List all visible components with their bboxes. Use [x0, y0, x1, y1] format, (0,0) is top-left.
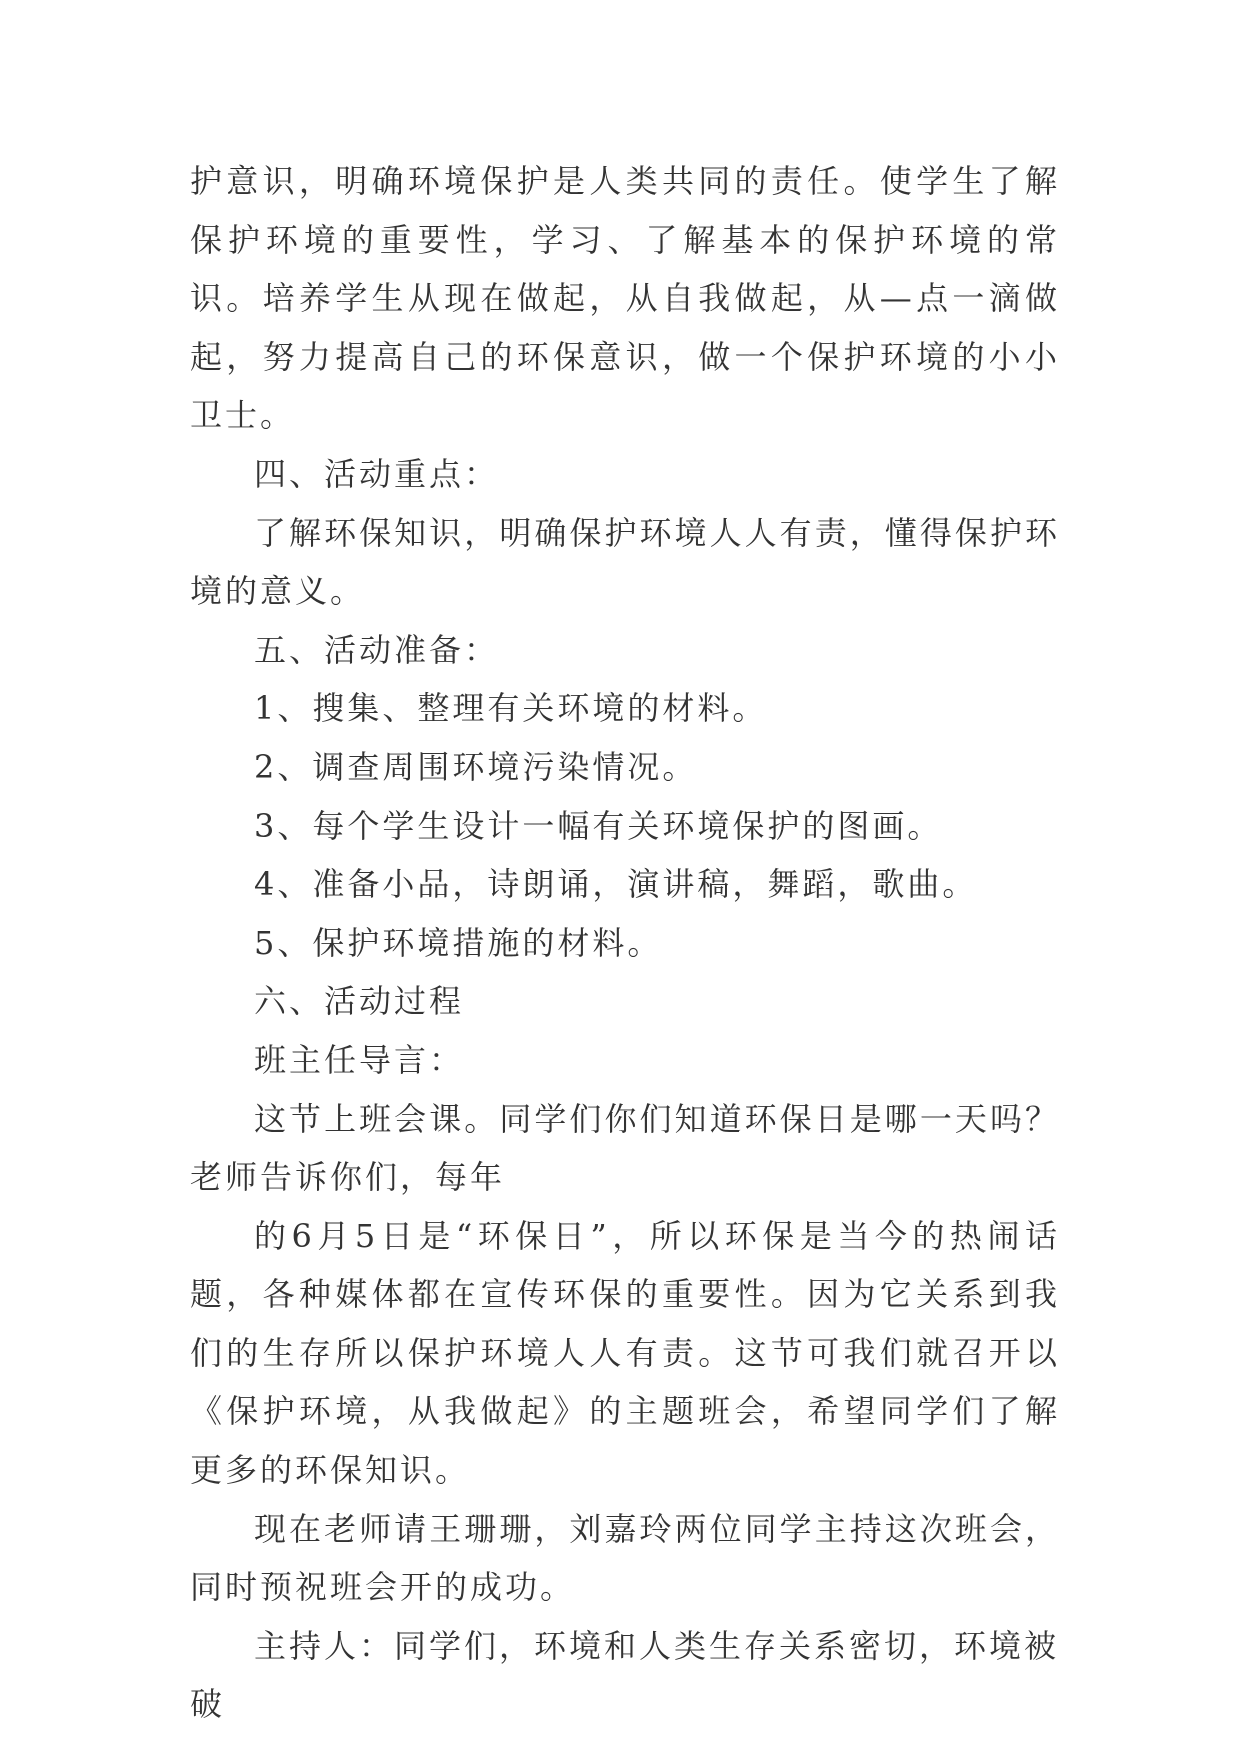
body-paragraph: 的6月5日是“环保日”，所以环保是当今的热闹话题，各种媒体都在宣传环保的重要性。因为它关系到我们的生存所以保护环境人人有责。这节可我们就召开以《保护环境，从我做起》的主题班会，希望同学们了解更多的环保知识。: [190, 1216, 1060, 1490]
section-heading-activity-focus: 四、活动重点：: [254, 454, 500, 493]
list-item: 4、准备小品，诗朗诵，演讲稿，舞蹈，歌曲。: [254, 865, 978, 904]
list-item: 5、保护环境措施的材料。: [254, 923, 663, 962]
section-heading-activity-process: 六、活动过程: [254, 982, 465, 1021]
body-paragraph: 了解环保知识，明确保护环境人人有责，懂得保护环境的意义。: [190, 513, 1060, 611]
list-item: 3、每个学生设计一幅有关环境保护的图画。: [254, 806, 943, 845]
document-body: [190, 152, 1060, 1734]
body-paragraph: 护意识，明确环境保护是人类共同的责任。使学生了解保护环境的重要性，学习、了解基本的保护环境的常识。培养学生从现在做起，从自我做起，从—点一滴做起，努力提高自己的环保意识，做一个保护环境的小小卫士。: [190, 162, 1060, 435]
list-item: 2、调查周围环境污染情况。: [254, 747, 698, 786]
section-heading-activity-preparation: 五、活动准备：: [254, 630, 500, 669]
list-item: 1、搜集、整理有关环境的材料。: [254, 689, 768, 728]
body-paragraph: 这节上班会课。同学们你们知道环保日是哪一天吗？老师告诉你们，每年: [190, 1099, 1060, 1197]
body-paragraph: 现在老师请王珊珊，刘嘉玲两位同学主持这次班会，同时预祝班会开的成功。: [190, 1509, 1060, 1607]
subheading-teacher-intro: 班主任导言：: [254, 1040, 465, 1079]
body-paragraph: 主持人：同学们，环境和人类生存关系密切，环境被破: [190, 1626, 1060, 1724]
